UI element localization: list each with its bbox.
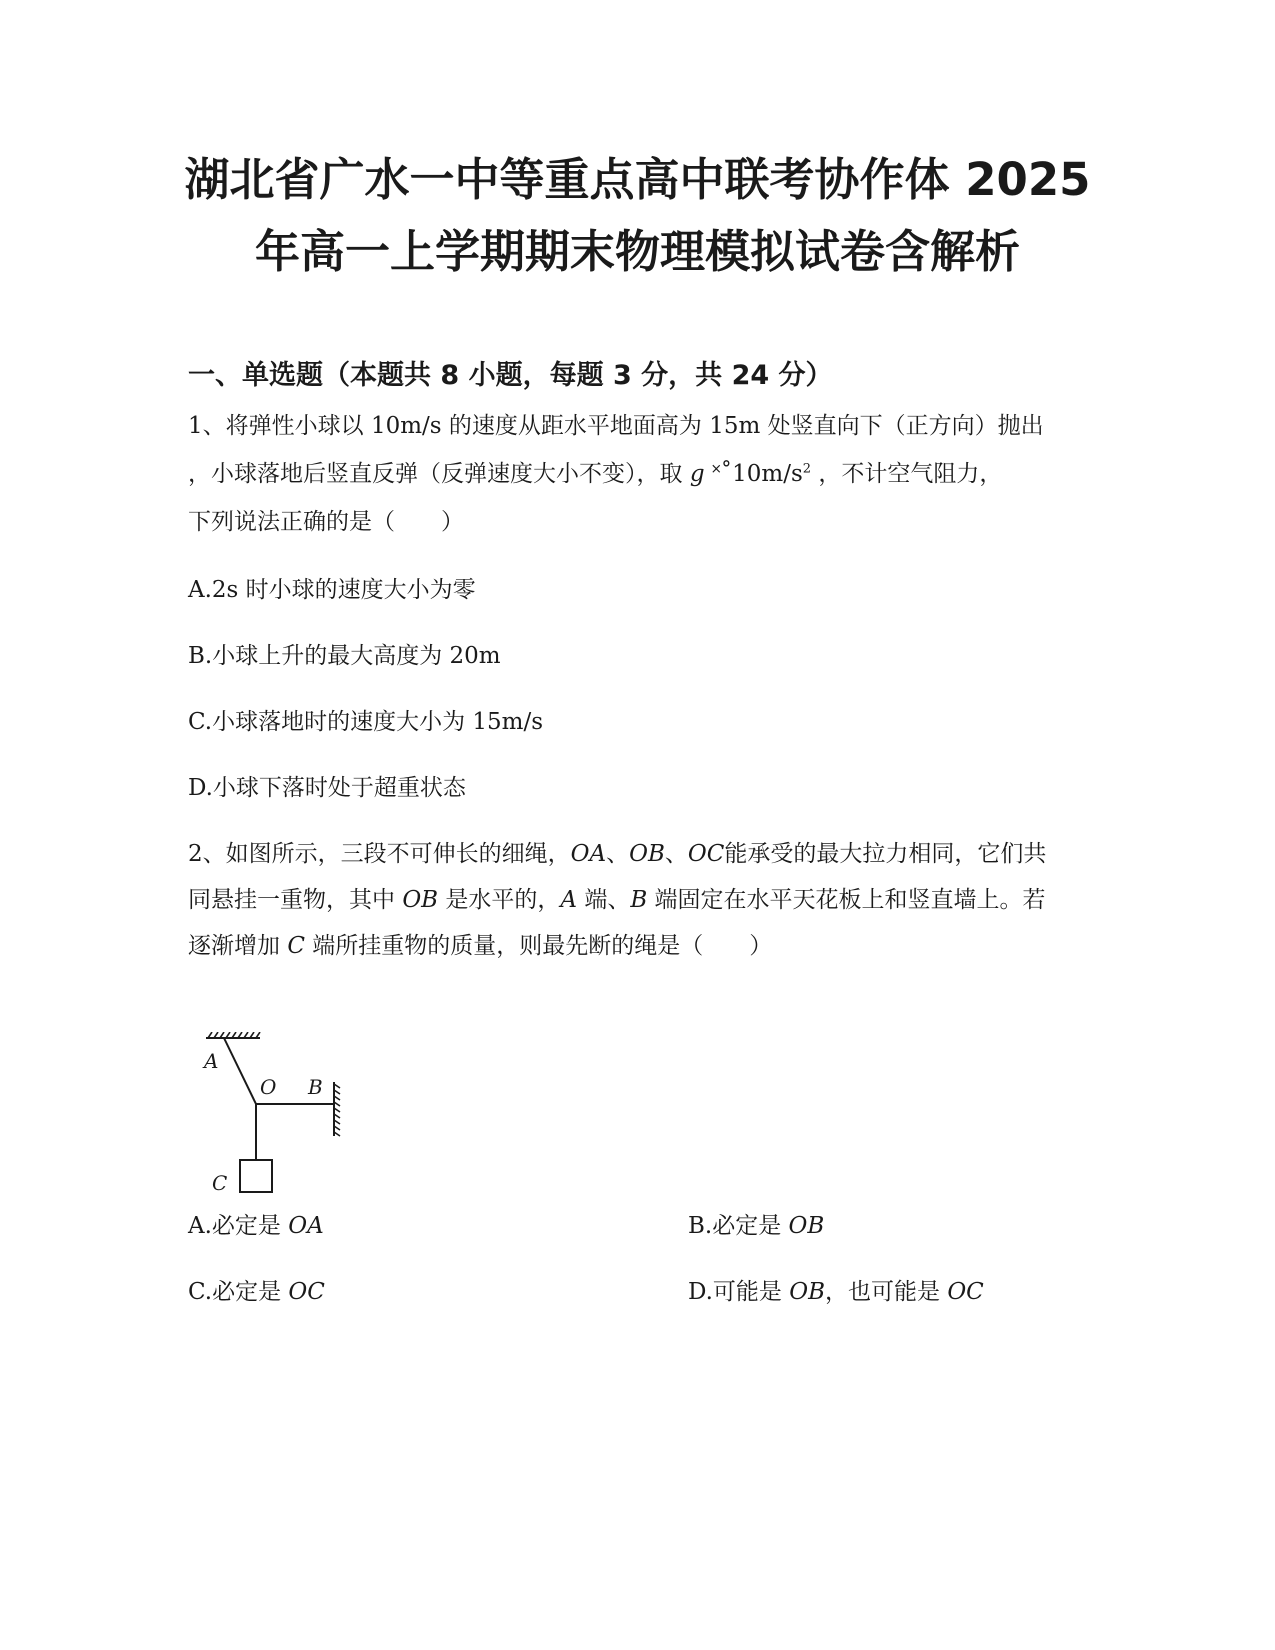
q2-stem-text: 是水平的， [438, 887, 561, 913]
section-heading: 一、单选题（本题共 8 小题，每题 3 分，共 24 分） [188, 360, 833, 391]
q2-stem-line-1 [188, 836, 1046, 872]
q2-rope-ob: OB [402, 887, 439, 913]
q2-stem-text: 端所挂重物的质量，则最先断的绳是（ ） [304, 933, 773, 959]
q1-g-symbol: g [689, 461, 705, 487]
q2-option-d-value-1: OB [789, 1279, 826, 1305]
label-a: A [204, 1049, 219, 1073]
q2-option-c-prefix: C.必定是 [188, 1279, 289, 1305]
q1-stem-text-end: ，不计空气阻力， [818, 461, 1003, 487]
q1-option-c: C.小球落地时的速度大小为 15m/s [188, 709, 544, 735]
q2-stem-line-2 [188, 882, 1046, 918]
q2-option-d-prefix: D.可能是 [688, 1279, 790, 1305]
q2-option-c-value: OC [288, 1279, 325, 1305]
q2-stem-line-3 [188, 928, 772, 964]
label-c: C [212, 1171, 228, 1195]
q2-rope-ob: OB [629, 841, 665, 867]
q2-option-c [188, 1274, 325, 1310]
document-title-line-1: 湖北省广水一中等重点高中联考协作体 2025 [184, 153, 1091, 206]
document-title-line-2: 年高一上学期期末物理模拟试卷含解析 [254, 225, 1020, 278]
hanging-weight [240, 1160, 272, 1192]
q2-option-a-value: OA [288, 1213, 324, 1239]
q1-g-value: ˟˚10m/s [711, 461, 803, 487]
q1-option-a: A.2s 时小球的速度大小为零 [188, 577, 476, 603]
q1-g-exponent: 2 [802, 461, 812, 477]
ceiling-hatch [206, 1032, 260, 1038]
q2-separator: 、 [664, 841, 688, 867]
q2-option-a [188, 1208, 324, 1244]
label-b: B [308, 1075, 323, 1099]
wall-hatch [334, 1082, 340, 1136]
q2-stem-text: 能承受的最大拉力相同，它们共 [724, 841, 1047, 867]
label-o: O [260, 1075, 277, 1099]
q2-rope-oc: OC [687, 841, 725, 867]
q1-stem-text: ，小球落地后竖直反弹（反弹速度大小不变），取 [188, 461, 683, 487]
q1-option-d: D.小球下落时处于超重状态 [188, 775, 466, 801]
q2-stem-text: 2、如图所示，三段不可伸长的细绳， [188, 841, 571, 867]
q1-option-b: B.小球上升的最大高度为 20m [188, 643, 501, 669]
q2-option-d-mid: ，也可能是 [825, 1279, 948, 1305]
q2-option-b-value: OB [788, 1213, 825, 1239]
q2-stem-text: 端固定在水平天花板上和竖直墙上。若 [647, 887, 1046, 913]
q2-option-b-prefix: B.必定是 [688, 1213, 789, 1239]
q2-separator: 、 [606, 841, 630, 867]
q1-stem-line-2 [188, 456, 1002, 492]
q2-option-a-prefix: A.必定是 [188, 1213, 289, 1239]
q2-option-d [688, 1274, 984, 1310]
q1-stem-line-1: 1、将弹性小球以 10m/s 的速度从距水平地面高为 15m 处竖直向下（正方向）抛出 [188, 413, 1044, 439]
q2-option-d-value-2: OC [947, 1279, 984, 1305]
rope-oa [224, 1038, 256, 1104]
rope-diagram [200, 1032, 380, 1227]
q2-point-b: B [630, 887, 648, 913]
q2-stem-text: 逐渐增加 [188, 933, 288, 959]
q2-option-b [688, 1208, 824, 1244]
q2-point-c: C [287, 933, 305, 959]
q2-rope-oa: OA [570, 841, 607, 867]
q2-point-a: A [560, 887, 578, 913]
q1-stem-line-3: 下列说法正确的是（ ） [188, 509, 464, 535]
q2-stem-text: 同悬挂一重物，其中 [188, 887, 403, 913]
q2-stem-text: 端、 [577, 887, 631, 913]
